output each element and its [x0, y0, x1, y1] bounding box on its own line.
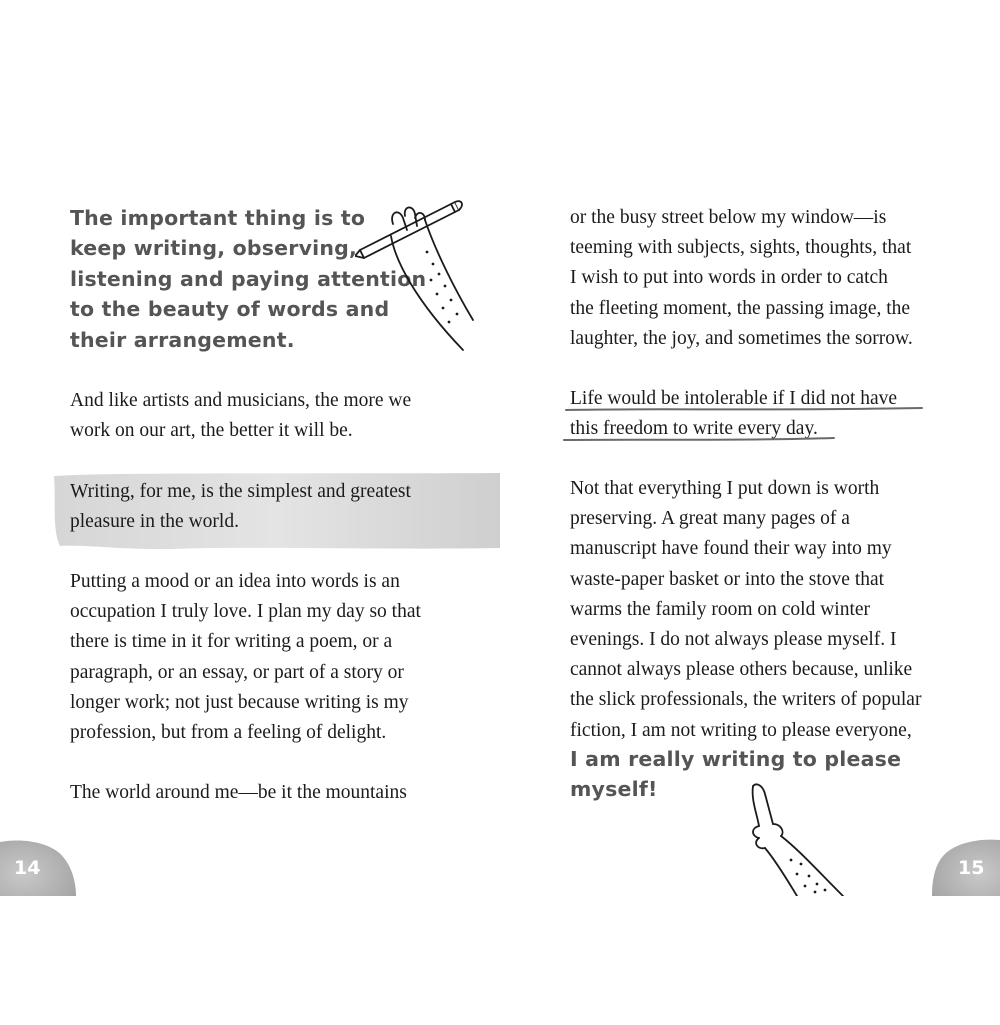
hand-underline [560, 402, 930, 447]
hand-pointing-illustration [745, 780, 855, 896]
closing-bold: I am really writing to please myself! [570, 747, 902, 802]
hand-pencil-illustration [355, 190, 475, 360]
underlined-line-1: Life would be intolerable if I did not have [570, 388, 898, 409]
paragraph-busy-street: or the busy street below my window—is teeming with subjects, sights, thoughts, that I wish to put into words in order to catch the fleeting moment, the passing image, the laughter, the joy, and sometimes the sorrow. [570, 207, 913, 349]
paragraph-world: The world around me—be it the mountains [70, 782, 407, 803]
underlined-line-2: this freedom to write every day. [570, 418, 818, 439]
highlight-text: Writing, for me, is the simplest and greatest pleasure in the world. [70, 481, 411, 533]
paragraph-artists: And like artists and musicians, the more we work on our art, the better it will be. [70, 390, 412, 442]
page-number-left: 14 [14, 857, 41, 879]
pullquote: The important thing is to keep writing, observing, listening and paying attention to the beauty of words and their arrangement. [70, 206, 427, 352]
paragraph-not-everything: Not that everything I put down is worth preserving. A great many pages of a manuscript have found their way into my waste-paper basket or into the stove that warms the family room on cold winter evenings. I do not always please myself. I cannot always please others because, unlike the slick professionals, the writers of popular fiction, I am not writing to please everyone, [570, 478, 922, 741]
page-number-right: 15 [958, 857, 985, 879]
paragraph-mood: Putting a mood or an idea into words is an occupation I truly love. I plan my day so that there is time in it for writing a poem, or a paragraph, or an essay, or part of a story or longer work; not just because writing is my profession, but from a feeling of delight. [70, 571, 421, 744]
